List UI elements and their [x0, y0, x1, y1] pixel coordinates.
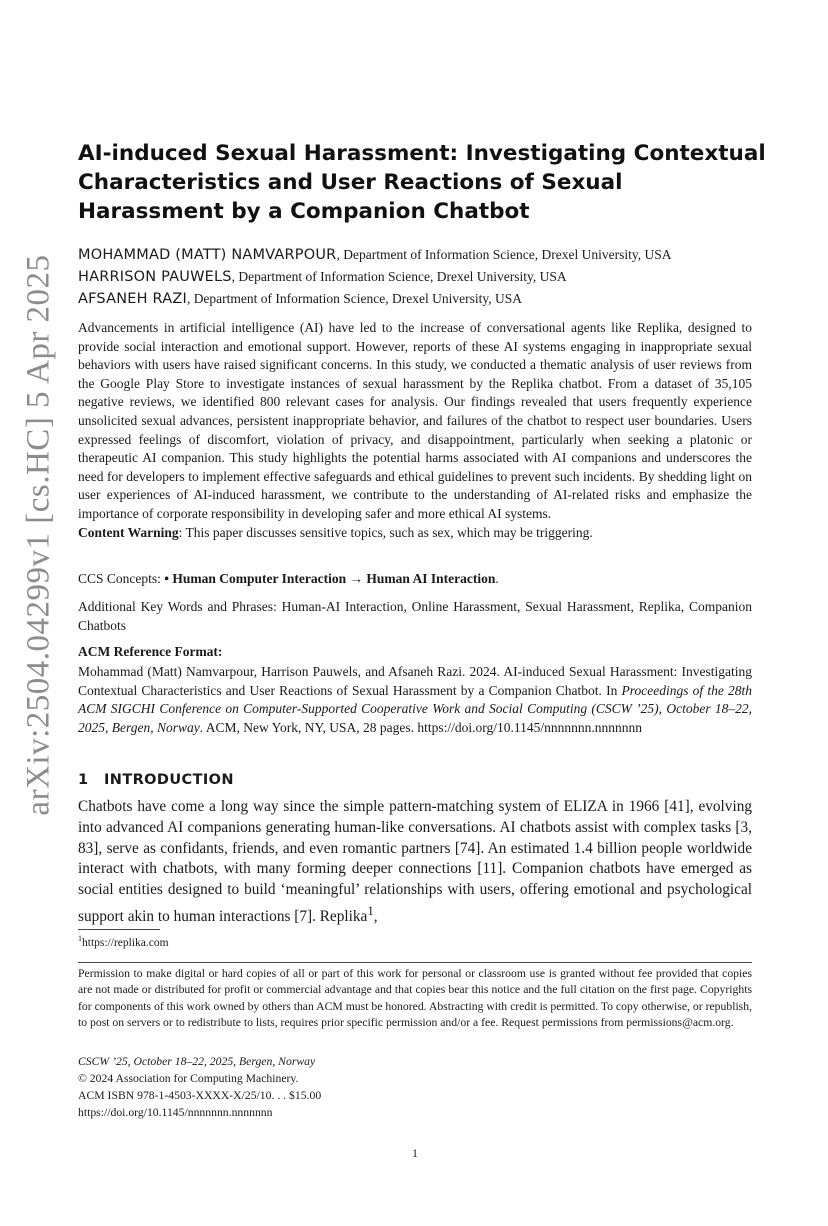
- abstract-text: Advancements in artificial intelligence (AI) have led to the increase of conversational agents like Replika, designed to provide social interaction and emotional support. However, reports of these AI systems engaging in inappropriate sexual behaviors with users have raised significant concerns. In this study, we conducted a thematic analysis of user reviews from the Google Play Store to investigate instances of sexual harassment by the Replika chatbot. From a dataset of 35,105 negative reviews, we identified 800 relevant cases for analysis. Our findings revealed that users frequently experience unsolicited sexual advances, persistent inappropriate behavior, and failures of the chatbot to respect user boundaries. Users expressed feelings of discomfort, violation of privacy, and disappointment, particularly when seeking a platonic or therapeutic AI companion. This study highlights the potential harms associated with AI companions and underscores the need for developers to implement effective safeguards and ethical guidelines to prevent such incidents. By shedding light on user experiences of AI-induced harassment, we contribute to the understanding of AI-related risks and emphasize the importance of corporate responsibility in developing safer and more ethical AI systems.: [78, 320, 752, 521]
- footnote: [78, 934, 169, 949]
- reference-heading: ACM Reference Format:: [78, 644, 223, 659]
- keywords: Additional Key Words and Phrases: Human-AI Interaction, Online Harassment, Sexual Harassment, Replika, Companion Chatbots: [78, 599, 752, 633]
- author-affiliation: , Department of Information Science, Drexel University, USA: [231, 269, 567, 284]
- ccs-label: CCS Concepts:: [78, 571, 165, 586]
- permission-divider: [78, 962, 752, 963]
- author-entry: [78, 244, 768, 266]
- conference-info: CSCW ’25, October 18–22, 2025, Bergen, Norway: [78, 1055, 316, 1068]
- page-number: 1: [412, 1148, 418, 1160]
- footnote-reference[interactable]: 1: [367, 903, 374, 918]
- author-name: AFSANEH RAZI: [78, 291, 187, 307]
- isbn: ACM ISBN 978-1-4503-XXXX-X/25/10. . . $15.00: [78, 1089, 322, 1102]
- copyright-notice: © 2024 Association for Computing Machinery.: [78, 1072, 299, 1085]
- arxiv-stamp: [14, 245, 64, 825]
- ccs-end: .: [495, 571, 499, 586]
- permission-notice: Permission to make digital or hard copies of all or part of this work for personal or classroom use is granted without fee provided that copies are not made or distributed for profit or commercial advantage and that copies bear this notice and the full citation on the first page. Copyrights for components of this work owned by others than ACM must be honored. Abstracting with credit is permitted. To copy otherwise, or republish, to post on servers or to redistribute to lists, requires prior specific permission and/or a fee. Request permissions from permissions@acm.org.: [78, 967, 752, 1029]
- footnote-link[interactable]: https://replika.com: [82, 936, 169, 949]
- content-warning-text: : This paper discusses sensitive topics, such as sex, which may be triggering.: [178, 524, 593, 540]
- footnote-divider: [78, 929, 160, 930]
- reference-format: [78, 663, 752, 737]
- introduction-text: [78, 797, 752, 928]
- reference-suffix: . ACM, New York, NY, USA, 28 pages. https://doi.org/10.1145/nnnnnnn.nnnnnnn: [199, 719, 643, 735]
- reference-prefix: Mohammad (Matt) Namvarpour, Harrison Pauwels, and Afsaneh Razi. 2024. AI-induced Sexual Harassment: Investigating Contextual Characteristics and User Reactions of Sexual Harassment by a Companion Chatbot. In: [78, 664, 752, 698]
- paper-title: AI-induced Sexual Harassment: Investigating Contextual Characteristics and User Reactions of Sexual Harassment by a Companion Chatbot: [78, 141, 766, 224]
- colophon: [78, 1053, 752, 1121]
- introduction-tail: ,: [373, 908, 378, 926]
- arxiv-id: arXiv:2504.04299v1 [cs.HC] 5 Apr 2025: [20, 254, 57, 816]
- doi-link[interactable]: https://doi.org/10.1145/nnnnnnn.nnnnnnn: [78, 1106, 273, 1119]
- reference-venue: Proceedings of the 28th ACM SIGCHI Conference on Computer-Supported Cooperative Work and Social Computing (CSCW ’25), October 18–22, 2025, Bergen, Norway: [78, 682, 752, 735]
- author-entry: [78, 288, 768, 310]
- author-affiliation: , Department of Information Science, Drexel University, USA: [186, 291, 522, 306]
- author-name: MOHAMMAD (MATT) NAMVARPOUR: [78, 247, 337, 263]
- section-title: INTRODUCTION: [104, 772, 234, 788]
- footnote-mark: 1: [78, 934, 82, 943]
- abstract: [78, 319, 752, 542]
- section-number: 1: [78, 772, 89, 788]
- introduction-paragraph: Chatbots have come a long way since the simple pattern-matching system of ELIZA in 1966 [41], evolving into advanced AI companions generating human-like conversations. AI chatbots assist with complex tasks [3, 83], serve as confidants, friends, and even romantic partners [74]. An estimated 1.4 billion people worldwide interact with chatbots, with many forming deeper connections [11]. Companion chatbots have emerged as social entities designed to build ‘meaningful’ relationships with users, offering emotional and psychological support akin to human interactions [7]. Replika: [78, 798, 752, 926]
- author-affiliation: , Department of Information Science, Drexel University, USA: [336, 247, 672, 262]
- content-warning: [78, 524, 752, 543]
- author-entry: [78, 266, 768, 288]
- author-list: [78, 244, 768, 310]
- ccs-concepts: [78, 570, 752, 589]
- author-name: HARRISON PAUWELS: [78, 269, 232, 285]
- content-warning-label: Content Warning: [78, 524, 179, 540]
- section-heading-introduction: [78, 772, 234, 788]
- ccs-concept: • Human Computer Interaction → Human AI Interaction: [164, 571, 496, 586]
